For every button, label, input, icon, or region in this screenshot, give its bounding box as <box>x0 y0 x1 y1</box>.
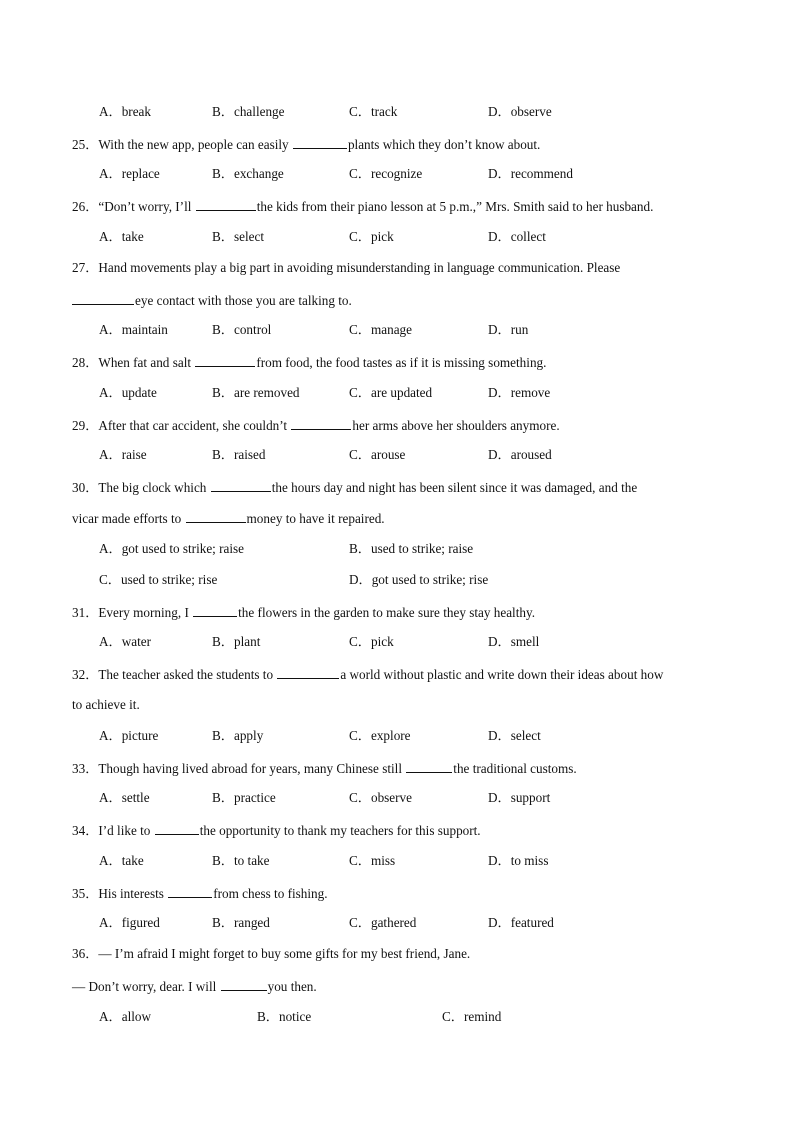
question-34 <box>72 822 481 837</box>
question-text: The big clock which <box>98 480 210 495</box>
option-b[interactable]: B．challenge <box>212 104 285 119</box>
option-c[interactable]: C．track <box>349 104 398 119</box>
question-31 <box>72 604 535 619</box>
question-30 <box>72 479 637 494</box>
answer-blank[interactable] <box>195 354 255 367</box>
question-text-post: eye contact with those you are talking to. <box>135 293 352 308</box>
question-text: — Don’t worry, dear. I will <box>72 979 220 994</box>
option-a[interactable]: A．allow <box>99 1009 152 1024</box>
question-text: — I’m afraid I might forget to buy some gifts for my best friend, Jane. <box>98 946 471 961</box>
question-text-post: the opportunity to thank my teachers for this support. <box>199 823 481 838</box>
options-row <box>99 167 749 183</box>
option-b[interactable]: B．select <box>212 229 265 244</box>
option-b[interactable]: B．are removed <box>212 385 300 400</box>
question-text: I’d like to <box>98 823 154 838</box>
option-d[interactable]: D．got used to strike; rise <box>349 572 489 587</box>
options-row <box>99 230 749 246</box>
option-b[interactable]: B．plant <box>212 634 261 649</box>
option-d[interactable]: D．to miss <box>488 853 549 868</box>
option-a[interactable]: A．raise <box>99 447 147 462</box>
question-text-post: her arms above her shoulders anymore. <box>352 418 560 433</box>
question-text-post: from food, the food tastes as if it is missing something. <box>256 355 547 370</box>
question-27-continued <box>72 292 352 307</box>
option-b[interactable]: B．to take <box>212 853 270 868</box>
question-36-continued <box>72 978 317 993</box>
question-text: Though having lived abroad for years, many Chinese still <box>98 761 406 776</box>
question-number: 28． <box>72 355 99 370</box>
question-30-continued <box>72 510 385 525</box>
question-text: His interests <box>98 886 168 901</box>
question-25 <box>72 136 540 151</box>
question-text-post: the hours day and night has been silent since it was damaged, and the <box>271 480 638 495</box>
question-number: 36． <box>72 946 99 961</box>
option-a[interactable]: A．picture <box>99 728 159 743</box>
question-text: “Don’t worry, I’ll <box>98 199 195 214</box>
options-row <box>99 323 749 339</box>
option-d[interactable]: D．featured <box>488 915 554 930</box>
question-text-post: the flowers in the garden to make sure they stay healthy. <box>238 605 536 620</box>
option-c[interactable]: C．observe <box>349 790 412 805</box>
option-a[interactable]: A．replace <box>99 166 160 181</box>
options-row <box>99 542 749 558</box>
option-b[interactable]: B．practice <box>212 790 276 805</box>
question-number: 26． <box>72 199 99 214</box>
option-a[interactable]: A．figured <box>99 915 160 930</box>
question-text: Hand movements play a big part in avoiding misunderstanding in language communication. Please <box>98 260 621 275</box>
question-text: After that car accident, she couldn’t <box>98 418 291 433</box>
question-number: 31． <box>72 605 99 620</box>
answer-blank[interactable] <box>406 760 452 773</box>
question-number: 32． <box>72 667 99 682</box>
option-d[interactable]: D．recommend <box>488 166 573 181</box>
question-text: With the new app, people can easily <box>98 137 292 152</box>
options-row <box>99 386 749 402</box>
question-text: vicar made efforts to <box>72 511 185 526</box>
question-text: Every morning, I <box>98 605 193 620</box>
question-text-post: plants which they don’t know about. <box>347 137 541 152</box>
question-36 <box>72 947 470 960</box>
option-c[interactable]: C．manage <box>349 322 412 337</box>
option-d[interactable]: D．collect <box>488 229 546 244</box>
options-row <box>99 791 749 807</box>
question-number: 33． <box>72 761 99 776</box>
question-26 <box>72 198 653 213</box>
answer-blank[interactable] <box>291 417 351 430</box>
options-row <box>99 448 749 464</box>
option-c[interactable]: C．arouse <box>349 447 406 462</box>
option-a[interactable]: A．update <box>99 385 157 400</box>
answer-blank[interactable] <box>168 885 212 898</box>
options-row <box>99 573 749 589</box>
option-d[interactable]: D．support <box>488 790 551 805</box>
option-a[interactable]: A．take <box>99 853 144 868</box>
answer-blank[interactable] <box>293 136 347 149</box>
option-c[interactable]: C．remind <box>442 1009 502 1024</box>
option-c[interactable]: C．pick <box>349 634 394 649</box>
options-row <box>99 1010 749 1026</box>
question-text-post: from chess to fishing. <box>213 886 328 901</box>
question-text-post: the kids from their piano lesson at 5 p.m.,” Mrs. Smith said to her husband. <box>256 199 654 214</box>
option-a[interactable]: A．got used to strike; raise <box>99 541 245 556</box>
option-c[interactable]: C．gathered <box>349 915 417 930</box>
options-row <box>99 635 749 651</box>
option-d[interactable]: D．select <box>488 728 541 743</box>
answer-blank[interactable] <box>193 604 237 617</box>
answer-blank[interactable] <box>277 666 339 679</box>
answer-blank[interactable] <box>211 479 271 492</box>
question-text-post: you then. <box>267 979 317 994</box>
question-number: 35． <box>72 886 99 901</box>
answer-blank[interactable] <box>155 822 199 835</box>
option-d[interactable]: D．smell <box>488 634 540 649</box>
answer-blank[interactable] <box>72 292 134 305</box>
question-32-continued <box>72 698 140 711</box>
option-a[interactable]: A．maintain <box>99 322 168 337</box>
option-c[interactable]: C．explore <box>349 728 411 743</box>
option-c[interactable]: C．are updated <box>349 385 433 400</box>
question-text-post: the traditional customs. <box>453 761 577 776</box>
option-a[interactable]: A．water <box>99 634 151 649</box>
question-text: The teacher asked the students to <box>98 667 277 682</box>
option-a[interactable]: A．break <box>99 104 151 119</box>
option-d[interactable]: D．run <box>488 322 529 337</box>
question-number: 27． <box>72 260 99 275</box>
options-row <box>99 916 749 932</box>
option-d[interactable]: D．remove <box>488 385 551 400</box>
question-number: 30． <box>72 480 99 495</box>
options-row <box>99 729 749 745</box>
question-text: When fat and salt <box>98 355 195 370</box>
question-28 <box>72 354 546 369</box>
option-c[interactable]: C．pick <box>349 229 394 244</box>
option-b[interactable]: B．used to strike; raise <box>349 541 474 556</box>
answer-blank[interactable] <box>186 510 246 523</box>
option-c[interactable]: C．miss <box>349 853 396 868</box>
option-d[interactable]: D．observe <box>488 104 552 119</box>
question-35 <box>72 885 328 900</box>
options-row <box>99 105 749 121</box>
option-b[interactable]: B．notice <box>257 1009 312 1024</box>
question-27 <box>72 261 620 274</box>
question-text-post: money to have it repaired. <box>246 511 385 526</box>
question-29 <box>72 417 560 432</box>
question-text: to achieve it. <box>72 697 140 712</box>
option-b[interactable]: B．raised <box>212 447 266 462</box>
answer-blank[interactable] <box>196 198 256 211</box>
option-b[interactable]: B．ranged <box>212 915 270 930</box>
option-d[interactable]: D．aroused <box>488 447 552 462</box>
option-a[interactable]: A．settle <box>99 790 150 805</box>
option-c[interactable]: C．used to strike; rise <box>99 572 218 587</box>
option-c[interactable]: C．recognize <box>349 166 423 181</box>
question-32 <box>72 666 663 681</box>
question-33 <box>72 760 577 775</box>
option-b[interactable]: B．apply <box>212 728 264 743</box>
option-b[interactable]: B．exchange <box>212 166 284 181</box>
question-text-post: a world without plastic and write down their ideas about how <box>340 667 664 682</box>
option-a[interactable]: A．take <box>99 229 144 244</box>
question-number: 25． <box>72 137 99 152</box>
question-number: 34． <box>72 823 99 838</box>
question-number: 29． <box>72 418 99 433</box>
option-b[interactable]: B．control <box>212 322 272 337</box>
answer-blank[interactable] <box>221 978 267 991</box>
options-row <box>99 854 749 870</box>
